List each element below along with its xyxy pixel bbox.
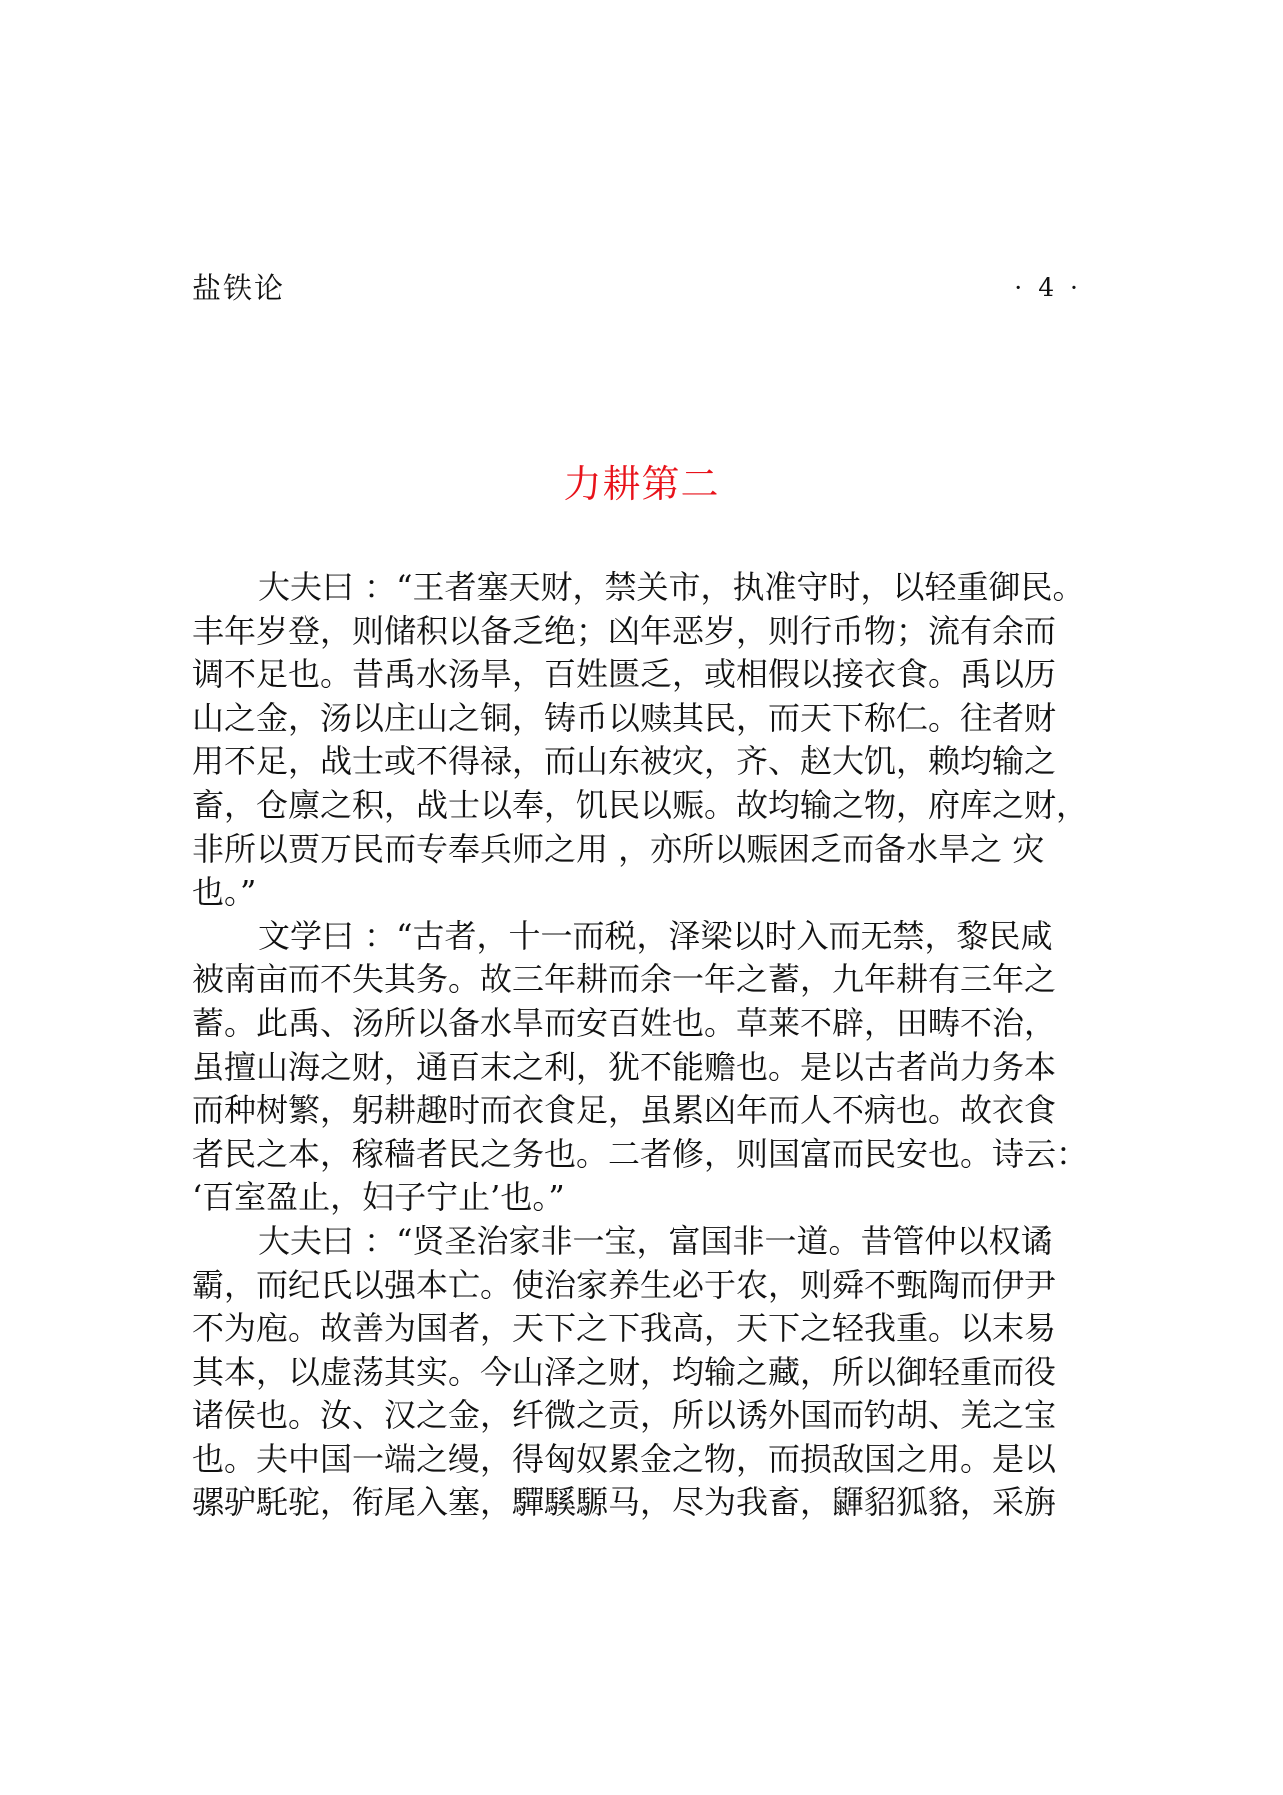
text-line: 也。夫中国一端之缦，得匈奴累金之物，而损敌国之用。是以 bbox=[192, 1439, 1057, 1478]
text-line: 蓄。此禹、汤所以备水旱而安百姓也。草莱不辟，田畴不治， bbox=[192, 1003, 1057, 1042]
text-line: 诸侯也。汝、汉之金，纤微之贡，所以诱外国而钓胡、羌之宝 bbox=[192, 1396, 1057, 1435]
paragraph bbox=[192, 1220, 1092, 1525]
paragraph bbox=[192, 566, 1092, 915]
page-number: · 4 · bbox=[1014, 273, 1082, 302]
text-line: 也。” bbox=[192, 873, 257, 912]
text-line: 调不足也。昔禹水汤旱，百姓匮乏，或相假以接衣食。禹以历 bbox=[192, 655, 1057, 694]
text-line: 山之金，汤以庄山之铜，铸币以赎其民，而天下称仁。往者财 bbox=[192, 698, 1057, 737]
text-line: 大夫曰 ：“贤圣治家非一宝，富国非一道。昔管仲以权谲 bbox=[258, 1221, 1053, 1260]
text-line: 畜，仓廪之积，战士以奉，饥民以赈。故均输之物，府库之财， bbox=[192, 785, 1089, 824]
running-title: 盐铁论 bbox=[192, 271, 286, 305]
text-line: 不为庖。故善为国者，天下之下我高，天下之轻我重。以末易 bbox=[192, 1309, 1057, 1348]
text-line: 大夫曰 ：“王者塞天财，禁关市，执准守时，以轻重御民。 bbox=[258, 568, 1085, 606]
text-line: 而种树繁，躬耕趣时而衣食足，虽累凶年而人不病也。故衣食 bbox=[192, 1091, 1057, 1130]
chapter-title: 力耕第二 bbox=[563, 462, 720, 506]
text-line: 非所以贾万民而专奉兵师之用 ，亦所以赈困乏而备水旱之 灾 bbox=[192, 829, 1045, 868]
text-line: 其本，以虚荡其实。今山泽之财，均输之藏，所以御轻重而役 bbox=[192, 1352, 1057, 1391]
text-line: ‘百室盈止，妇子宁止’也。” bbox=[192, 1178, 565, 1217]
text-line: 丰年岁登，则储积以备乏绝；凶年恶岁，则行币物；流有余而 bbox=[192, 611, 1057, 650]
text-line: 霸，而纪氏以强本亡。使治家养生必于农，则舜不甄陶而伊尹 bbox=[192, 1265, 1057, 1304]
paragraph bbox=[192, 915, 1092, 1220]
text-line: 用不足，战士或不得禄，而山东被灾，齐、赵大饥，赖均输之 bbox=[192, 742, 1057, 781]
text-line: 虽擅山海之财，通百末之利，犹不能赡也。是以古者尚力务本 bbox=[192, 1047, 1057, 1086]
page-header bbox=[192, 268, 1082, 308]
body-text bbox=[192, 566, 1092, 1525]
text-line: 骡驴馲驼，衔尾入塞，驒騱騵马，尽为我畜，鼲貂狐貉，采旃 bbox=[192, 1483, 1057, 1522]
text-line: 被南亩而不失其务。故三年耕而余一年之蓄，九年耕有三年之 bbox=[192, 960, 1057, 999]
text-line: 文学曰 ：“古者，十一而税，泽梁以时入而无禁，黎民咸 bbox=[258, 916, 1053, 955]
text-line: 者民之本，稼穑者民之务也。二者修，则国富而民安也。诗云： bbox=[192, 1134, 1089, 1173]
